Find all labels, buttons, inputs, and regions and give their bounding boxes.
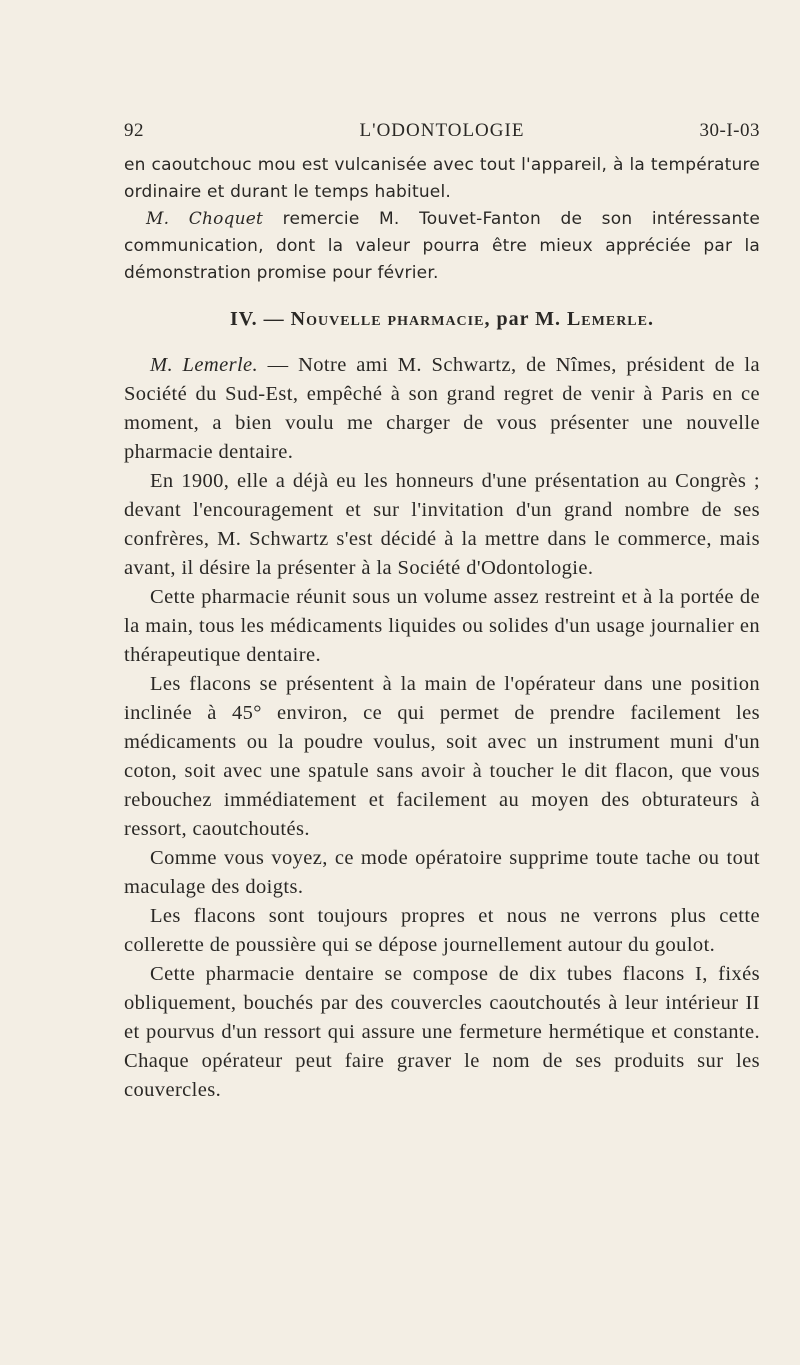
section-by: , par M. [484, 308, 567, 330]
paragraph: Les flacons se présentent à la main de l'opérateur dans une position inclinée à 45° environ, ce qui permet de prendre facilement les médicaments ou la poudre voulus, soit avec un instrument muni d'un coton, soit avec une spatule sans avoir à toucher le dit flacon, que vous rebouchez immédiatement et facilement au moyen des obturateurs à ressort, caoutchoutés. [124, 673, 760, 840]
section-end: . [647, 308, 654, 330]
section-author: Lemerle [566, 308, 648, 330]
speaker-name: M. Choquet [146, 209, 264, 229]
section-title: Nouvelle pharmacie [290, 308, 485, 330]
paragraph: Les flacons sont toujours propres et nous ne verrons plus cette collerette de poussière qui se dépose journellement autour du goulot. [124, 905, 760, 956]
continuation-paragraph: en caoutchouc mou est vulcanisée avec tout l'appareil, à la température ordinaire et durant le temps habituel. [124, 155, 760, 202]
paragraph: Cette pharmacie réunit sous un volume assez restreint et à la portée de la main, tous les médicaments liquides ou solides d'un usage journalier en thérapeutique dentaire. [124, 586, 760, 666]
paragraph: Cette pharmacie dentaire se compose de dix tubes flacons I, fixés obliquement, bouchés par des couvercles caoutchoutés à leur intérieur II et pourvus d'un ressort qui assure une fermeture hermétique et constante. Chaque opérateur peut faire graver le nom de ses produits sur les couvercles. [124, 963, 760, 1101]
speaker-name: M. Lemerle. [150, 354, 259, 376]
paragraph: En 1900, elle a déjà eu les honneurs d'une présentation au Congrès ; devant l'encouragement et sur l'invitation d'un grand nombre de ses confrères, M. Schwartz s'est décidé à la mettre dans le commerce, mais avant, il désire la présenter à la Société d'Odontologie. [124, 470, 760, 579]
paragraph: Comme vous voyez, ce mode opératoire supprime toute tache ou tout maculage des doigts. [124, 847, 760, 898]
remark-text: remercie M. Touvet-Fanton de son intéressante communication, dont la valeur pourra être mieux appréciée par la démonstration promise pour février. [124, 209, 760, 283]
article-body [124, 351, 760, 1105]
page-number: 92 [124, 120, 144, 141]
section-heading [124, 308, 760, 331]
running-head [124, 120, 760, 150]
section-numeral: IV. — [230, 308, 291, 330]
remark-paragraph [124, 206, 760, 287]
journal-title: L'ODONTOLOGIE [359, 120, 525, 141]
minutes-text [124, 152, 760, 287]
paragraph [124, 351, 760, 467]
issue-date: 30-I-03 [699, 120, 760, 141]
paragraph-text: — Notre ami M. Schwartz, de Nîmes, président de la Société du Sud-Est, empêché à son grand regret de venir à Paris en ce moment, a bien voulu me charger de vous présenter une nouvelle pharmacie dentaire. [124, 354, 760, 463]
